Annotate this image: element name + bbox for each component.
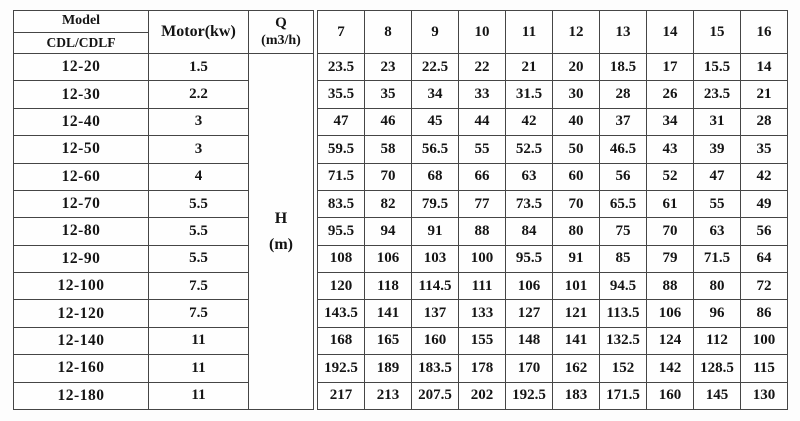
head-cell: 22.5	[412, 54, 459, 81]
head-cell: 71.5	[318, 163, 365, 190]
head-cell: 108	[318, 245, 365, 272]
head-cell: 40	[553, 108, 600, 135]
head-cell: 94	[365, 218, 412, 245]
flow-header-unit: (m3/h)	[261, 33, 301, 48]
table-row	[14, 54, 314, 81]
head-cell: 34	[412, 81, 459, 108]
head-cell: 82	[365, 190, 412, 217]
head-cell: 33	[459, 81, 506, 108]
model-cell: 12-60	[14, 163, 149, 190]
left-table-head	[14, 11, 314, 54]
flow-value-header: 9	[412, 11, 459, 54]
flow-value-header: 16	[741, 11, 788, 54]
head-cell: 30	[553, 81, 600, 108]
motor-header: Motor(kw)	[149, 11, 249, 54]
head-cell: 114.5	[412, 273, 459, 300]
head-cell: 17	[647, 54, 694, 81]
head-data-table	[317, 10, 788, 410]
model-cell: 12-180	[14, 382, 149, 410]
head-cell: 52	[647, 163, 694, 190]
flow-value-header: 15	[694, 11, 741, 54]
head-cell: 183	[553, 382, 600, 410]
head-cell: 49	[741, 190, 788, 217]
model-cell: 12-30	[14, 81, 149, 108]
head-cell: 35.5	[318, 81, 365, 108]
head-cell: 18.5	[600, 54, 647, 81]
head-cell: 31	[694, 108, 741, 135]
model-cell: 12-100	[14, 273, 149, 300]
head-cell: 160	[412, 327, 459, 354]
head-cell: 152	[600, 355, 647, 382]
head-cell: 64	[741, 245, 788, 272]
motor-cell: 5.5	[149, 245, 249, 272]
model-motor-table	[13, 10, 314, 410]
head-cell: 133	[459, 300, 506, 327]
flow-value-header: 13	[600, 11, 647, 54]
head-cell: 65.5	[600, 190, 647, 217]
model-cell: 12-90	[14, 245, 149, 272]
head-cell: 23.5	[694, 81, 741, 108]
head-cell: 113.5	[600, 300, 647, 327]
head-cell: 132.5	[600, 327, 647, 354]
series-header: CDL/CDLF	[14, 32, 149, 54]
flow-value-header: 12	[553, 11, 600, 54]
head-cell: 143.5	[318, 300, 365, 327]
head-cell: 71.5	[694, 245, 741, 272]
head-cell: 70	[365, 163, 412, 190]
head-cell: 115	[741, 355, 788, 382]
head-cell: 106	[647, 300, 694, 327]
table-row	[318, 54, 788, 81]
head-cell: 55	[459, 136, 506, 163]
motor-cell: 3	[149, 136, 249, 163]
motor-cell: 11	[149, 327, 249, 354]
head-cell: 217	[318, 382, 365, 410]
head-cell: 213	[365, 382, 412, 410]
head-cell: 207.5	[412, 382, 459, 410]
head-cell: 68	[412, 163, 459, 190]
table-row	[318, 108, 788, 135]
flow-header	[249, 11, 314, 54]
head-cell: 72	[741, 273, 788, 300]
head-cell: 63	[506, 163, 553, 190]
head-cell: 80	[694, 273, 741, 300]
head-cell: 118	[365, 273, 412, 300]
head-cell: 121	[553, 300, 600, 327]
head-cell: 127	[506, 300, 553, 327]
motor-cell: 3	[149, 108, 249, 135]
head-cell: 47	[694, 163, 741, 190]
head-cell: 50	[553, 136, 600, 163]
head-cell: 66	[459, 163, 506, 190]
motor-cell: 7.5	[149, 300, 249, 327]
head-cell: 56.5	[412, 136, 459, 163]
head-cell: 60	[553, 163, 600, 190]
head-cell: 43	[647, 136, 694, 163]
table-row	[318, 163, 788, 190]
flow-value-header: 7	[318, 11, 365, 54]
head-cell: 23	[365, 54, 412, 81]
motor-cell: 1.5	[149, 54, 249, 81]
head-cell: 45	[412, 108, 459, 135]
head-cell: 94.5	[600, 273, 647, 300]
head-cell: 79	[647, 245, 694, 272]
model-cell: 12-120	[14, 300, 149, 327]
model-cell: 12-50	[14, 136, 149, 163]
head-cell: 183.5	[412, 355, 459, 382]
head-cell: 148	[506, 327, 553, 354]
table-row	[318, 300, 788, 327]
head-cell: 34	[647, 108, 694, 135]
model-cell: 12-70	[14, 190, 149, 217]
table-row	[318, 327, 788, 354]
head-cell: 100	[459, 245, 506, 272]
head-cell: 88	[647, 273, 694, 300]
head-cell: 95.5	[506, 245, 553, 272]
head-cell: 111	[459, 273, 506, 300]
head-cell: 84	[506, 218, 553, 245]
head-cell: 155	[459, 327, 506, 354]
head-cell: 44	[459, 108, 506, 135]
head-cell: 63	[694, 218, 741, 245]
head-cell: 70	[647, 218, 694, 245]
head-cell: 59.5	[318, 136, 365, 163]
table-row	[318, 218, 788, 245]
head-cell: 85	[600, 245, 647, 272]
head-cell: 100	[741, 327, 788, 354]
head-cell: 124	[647, 327, 694, 354]
head-cell: 46	[365, 108, 412, 135]
head-cell: 141	[553, 327, 600, 354]
head-cell: 165	[365, 327, 412, 354]
head-cell: 112	[694, 327, 741, 354]
flow-header-symbol: Q	[275, 15, 287, 31]
head-cell: 83.5	[318, 190, 365, 217]
head-cell: 35	[365, 81, 412, 108]
head-cell: 120	[318, 273, 365, 300]
flow-header-row	[318, 11, 788, 54]
head-cell: 170	[506, 355, 553, 382]
head-cell: 58	[365, 136, 412, 163]
head-unit-text: (m)	[269, 235, 293, 253]
head-cell: 37	[600, 108, 647, 135]
head-cell: 73.5	[506, 190, 553, 217]
model-cell: 12-140	[14, 327, 149, 354]
head-cell: 56	[600, 163, 647, 190]
right-table-head	[318, 11, 788, 54]
table-row	[318, 245, 788, 272]
table-row	[318, 136, 788, 163]
head-cell: 26	[647, 81, 694, 108]
model-cell: 12-80	[14, 218, 149, 245]
head-cell: 75	[600, 218, 647, 245]
head-cell: 21	[741, 81, 788, 108]
head-cell: 128.5	[694, 355, 741, 382]
head-cell: 20	[553, 54, 600, 81]
head-cell: 141	[365, 300, 412, 327]
head-cell: 192.5	[506, 382, 553, 410]
head-cell: 21	[506, 54, 553, 81]
flow-value-header: 10	[459, 11, 506, 54]
head-cell: 202	[459, 382, 506, 410]
head-cell: 14	[741, 54, 788, 81]
table-row	[318, 81, 788, 108]
head-cell: 189	[365, 355, 412, 382]
head-cell: 168	[318, 327, 365, 354]
head-cell: 55	[694, 190, 741, 217]
head-cell: 101	[553, 273, 600, 300]
head-cell: 47	[318, 108, 365, 135]
table-row	[318, 273, 788, 300]
table-row	[318, 382, 788, 410]
head-cell: 103	[412, 245, 459, 272]
motor-cell: 7.5	[149, 273, 249, 300]
head-cell: 171.5	[600, 382, 647, 410]
flow-value-header: 14	[647, 11, 694, 54]
model-cell: 12-160	[14, 355, 149, 382]
head-unit-cell	[249, 54, 314, 410]
table-row	[318, 190, 788, 217]
flow-value-header: 8	[365, 11, 412, 54]
head-cell: 86	[741, 300, 788, 327]
motor-cell: 11	[149, 382, 249, 410]
model-cell: 12-20	[14, 54, 149, 81]
head-cell: 61	[647, 190, 694, 217]
motor-cell: 11	[149, 355, 249, 382]
head-cell: 130	[741, 382, 788, 410]
head-cell: 80	[553, 218, 600, 245]
head-cell: 137	[412, 300, 459, 327]
head-cell: 22	[459, 54, 506, 81]
head-cell: 106	[365, 245, 412, 272]
head-cell: 46.5	[600, 136, 647, 163]
head-cell: 28	[600, 81, 647, 108]
head-cell: 142	[647, 355, 694, 382]
head-cell: 28	[741, 108, 788, 135]
motor-cell: 4	[149, 163, 249, 190]
model-cell: 12-40	[14, 108, 149, 135]
flow-value-header: 11	[506, 11, 553, 54]
head-cell: 162	[553, 355, 600, 382]
right-table-body	[318, 54, 788, 410]
head-cell: 42	[506, 108, 553, 135]
head-cell: 79.5	[412, 190, 459, 217]
head-cell: 77	[459, 190, 506, 217]
head-cell: 160	[647, 382, 694, 410]
head-unit-symbol: H	[274, 209, 288, 227]
motor-cell: 5.5	[149, 190, 249, 217]
head-cell: 88	[459, 218, 506, 245]
head-cell: 15.5	[694, 54, 741, 81]
table-row	[318, 355, 788, 382]
head-cell: 39	[694, 136, 741, 163]
head-cell: 70	[553, 190, 600, 217]
head-cell: 23.5	[318, 54, 365, 81]
head-cell: 95.5	[318, 218, 365, 245]
motor-cell: 2.2	[149, 81, 249, 108]
model-header: Model	[14, 11, 149, 33]
head-cell: 96	[694, 300, 741, 327]
head-cell: 42	[741, 163, 788, 190]
head-cell: 91	[412, 218, 459, 245]
head-cell: 91	[553, 245, 600, 272]
left-table-body	[14, 54, 314, 410]
head-cell: 31.5	[506, 81, 553, 108]
head-cell: 192.5	[318, 355, 365, 382]
head-cell: 52.5	[506, 136, 553, 163]
head-cell: 35	[741, 136, 788, 163]
head-cell: 178	[459, 355, 506, 382]
head-cell: 56	[741, 218, 788, 245]
head-cell: 106	[506, 273, 553, 300]
head-cell: 145	[694, 382, 741, 410]
motor-cell: 5.5	[149, 218, 249, 245]
